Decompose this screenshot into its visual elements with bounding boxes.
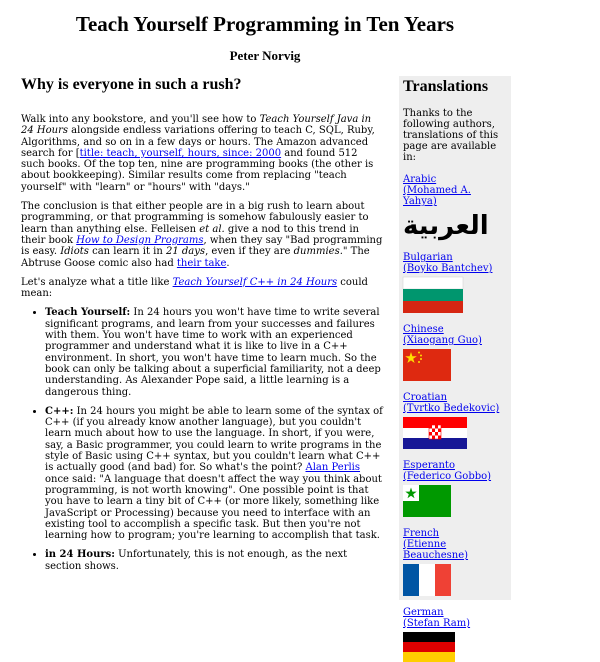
text: Let's analyze what a title like [21, 276, 173, 288]
book-title: Teach Yourself Java in 24 Hours [21, 114, 372, 137]
translation-link-french[interactable] [403, 528, 507, 561]
comic-link[interactable]: their take [176, 257, 227, 269]
text: and found 512 such books. Of the top ten, nine are programming books (the other is about bookkeeping). Similar results come from replacing "teach yourself" with "learn" or "hours" with "days." [21, 147, 374, 193]
language-name: German [403, 607, 444, 618]
language-name: French [403, 528, 440, 539]
item-text: In 24 hours you might be able to learn some of the syntax of C++ (if you already know another language), but you couldn't learn much about how to use the language. In short, if you were, say, a Basic programmer, you could learn to write programs in the style of Basic using C++ syntax, but you couldn't learn what C++ is actually good (and bad) for. So what's the point? [45, 405, 383, 474]
text: , even if they are [205, 246, 294, 258]
emphasis: Idiots [60, 246, 89, 258]
language-name: Croatian [403, 392, 448, 403]
emphasis: 21 days [166, 246, 206, 258]
translation-link-esperanto[interactable] [403, 460, 507, 482]
translator-name: (Boyko Bantchev) [403, 263, 493, 274]
main-content [21, 76, 383, 580]
sidebar-intro: Thanks to the following authors, translations of this page are available in: [403, 108, 499, 163]
croatia-flag-icon[interactable] [403, 417, 467, 449]
language-name: Esperanto [403, 460, 455, 471]
sidebar-heading: Translations [403, 78, 489, 95]
esperanto-flag-icon[interactable] [403, 485, 451, 517]
translation-link-bulgarian[interactable] [403, 252, 507, 274]
text: could mean: [21, 276, 368, 300]
france-flag-icon[interactable] [403, 564, 451, 596]
translation-croatian [403, 392, 507, 449]
china-flag-icon[interactable] [403, 349, 451, 381]
translation-link-german[interactable] [403, 607, 507, 629]
item-label: in 24 Hours: [45, 549, 115, 561]
item-text: once said: "A language that doesn't affect the way you think about programming, is not worth knowing". One possible point is that you have to learn a tiny bit of C++ (or more likely, something like JavaScript or Processing) because you need to interface with an existing tool to accomplish a specific task. But then you're not learning how to program; you're learning to accomplish that task. [45, 473, 382, 542]
translation-arabic [403, 174, 507, 241]
emphasis: dummies [293, 246, 340, 258]
paragraph-conclusion [21, 201, 383, 269]
translation-bulgarian [403, 252, 507, 313]
page-title: Teach Yourself Programming in Ten Years [75, 12, 455, 36]
translation-chinese [403, 324, 507, 381]
translator-name: (Federico Gobbo) [403, 471, 492, 482]
text: ." The Abtruse Goose comic also had [21, 246, 370, 269]
cpp-book-link[interactable]: Teach Yourself C++ in 24 Hours [172, 276, 338, 288]
item-label: C++: [45, 405, 74, 417]
translator-name: (Etienne Beauchesne) [403, 539, 469, 561]
text: can learn it in [88, 246, 166, 258]
emphasis: et al. [199, 223, 225, 235]
language-name: Arabic [403, 174, 437, 185]
list-item [45, 549, 383, 572]
list-item [45, 406, 383, 542]
germany-flag-icon[interactable] [403, 632, 455, 662]
text: alongside endless variations offering to teach C, SQL, Ruby, Algorithms, and so on in a few days or hours. The Amazon advanced search for [ [21, 125, 375, 159]
translation-german [403, 607, 507, 662]
paragraph-intro [21, 114, 383, 193]
text: , when they say "Bad programming is easy. [21, 234, 383, 258]
language-name: Bulgarian [403, 252, 453, 263]
author-name: Peter Norvig [229, 48, 301, 63]
translation-link-chinese[interactable] [403, 324, 507, 346]
language-name: Chinese [403, 324, 444, 335]
text: The conclusion is that either people are in a big rush to learn about programming, or that programming is somehow fabulously easier to learn than anything else. Felleisen [21, 201, 369, 235]
text: . [226, 257, 230, 269]
htdp-book-link[interactable]: How to Design Programs [76, 234, 204, 246]
item-text: In 24 hours you won't have time to write several significant programs, and learn from your successes and failures with them. You won't have time to work with an experienced programmer and understand what it is like to live in a C++ environment. In short, you won't have time to learn much. So the book can only be talking about a superficial familiarity, not a deep understanding. As Alexander Pope said, a little learning is a dangerous thing. [45, 307, 381, 398]
arabic-calligraphy-image: العربية [403, 211, 489, 241]
translator-name: (Tvrtko Bedekovic) [403, 403, 500, 414]
translations-sidebar [399, 76, 511, 629]
translation-link-croatian[interactable] [403, 392, 507, 414]
amazon-search-link[interactable]: title: teach, yourself, hours, since: 2000 [79, 147, 282, 159]
text: Walk into any bookstore, and you'll see how to [21, 114, 260, 125]
translation-esperanto [403, 460, 507, 517]
alan-perlis-link[interactable]: Alan Perlis [305, 462, 361, 474]
section-heading: Why is everyone in such a rush? [21, 76, 242, 93]
translator-name: (Mohamed A. Yahya) [403, 185, 471, 207]
item-label: Teach Yourself: [45, 307, 131, 319]
translator-name: (Xiaogang Guo) [403, 335, 482, 346]
text: give a nod to this trend in their book [21, 223, 360, 246]
translation-french [403, 528, 507, 596]
list-item [45, 307, 383, 397]
analysis-list [21, 307, 383, 572]
translation-link-arabic[interactable] [403, 174, 507, 207]
bulgaria-flag-icon[interactable] [403, 277, 463, 313]
item-text: Unfortunately, this is not enough, as the next section shows. [45, 549, 348, 572]
paragraph-analyze [21, 277, 383, 300]
translator-name: (Stefan Ram) [403, 618, 471, 629]
